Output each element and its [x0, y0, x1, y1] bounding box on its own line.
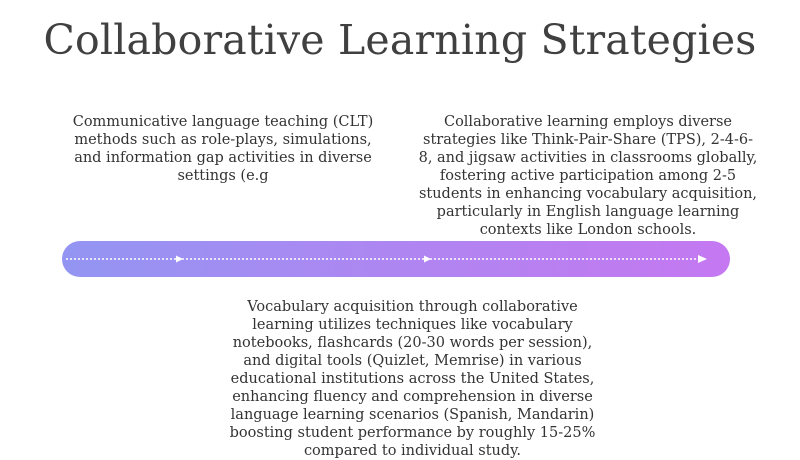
- text-block-clt: Communicative language teaching (CLT) methods such as role-plays, simulations, and information gap activities in diverse settings (e.g: [72, 114, 374, 184]
- text-block-collaborative-strategies: Collaborative learning employs diverse strategies like Think-Pair-Share (TPS), 2-4-6-8, and jigsaw activities in classrooms globally, fostering active participation among 2-5 students in enhancing vocabulary acquisition, particularly in English language learning contexts like London schools.: [418, 114, 758, 238]
- slide-title: Collaborative Learning Strategies: [43, 16, 757, 64]
- timeline-arrow: [62, 241, 730, 277]
- text-block-vocabulary-acquisition: Vocabulary acquisition through collaborative learning utilizes techniques like vocabulary notebooks, flashcards (20-30 words per session), and digital tools (Quizlet, Memrise) in various educational institutions across the United States, enhancing fluency and comprehension in diverse language learning scenarios (Spanish, Mandarin) boosting student performance by roughly 15-25% compared to individual study.: [229, 299, 596, 459]
- timeline-arrowhead-1: [176, 256, 183, 263]
- timeline-arrowhead-end: [698, 255, 707, 263]
- timeline-arrowhead-2: [424, 256, 431, 263]
